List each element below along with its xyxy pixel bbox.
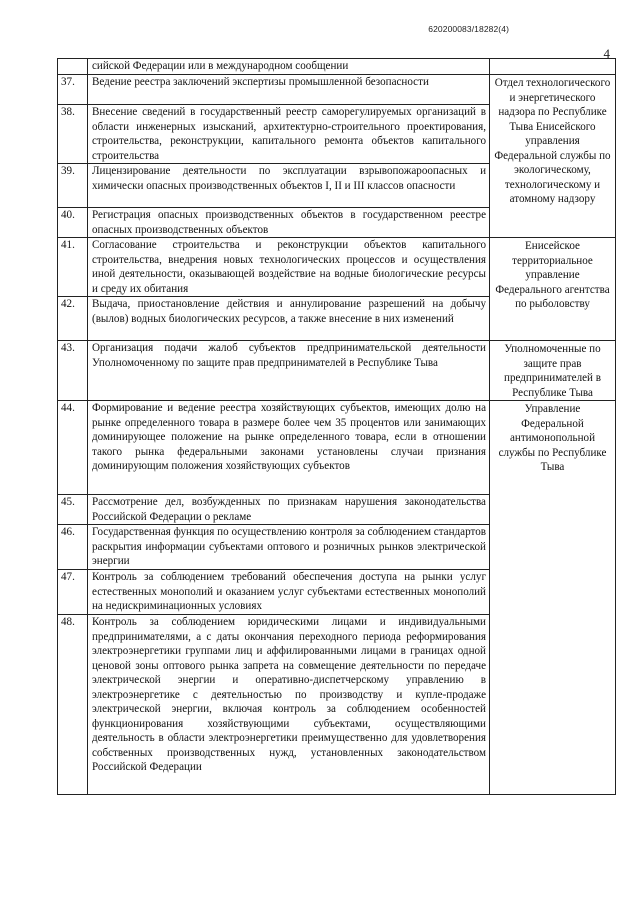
row-number: 40. (58, 208, 88, 238)
authority-fas: Управление Федеральной антимонопольной службы по Республике Тыва (490, 401, 616, 795)
row-description: Ведение реестра заключений экспертизы промышленной безопасности (88, 75, 490, 105)
functions-table (57, 58, 616, 795)
authority-rostekhnadzor: Отдел технологического и энергетического надзора по Республике Тыва Енисейского управления Федеральной службы по экологическому, технологическому и атомному надзору (490, 75, 616, 238)
table-row (58, 401, 616, 495)
row-description: Рассмотрение дел, возбужденных по признакам нарушения законодательства Российской Федерации о рекламе (88, 495, 490, 525)
row-description: Организация подачи жалоб субъектов предпринимательской деятельности Уполномоченному по защите прав предпринимателей в Республике Тыва (88, 341, 490, 401)
row-number: 38. (58, 105, 88, 164)
row-description: Контроль за соблюдением юридическими лицами и индивидуальными предпринимателями, а с даты окончания переходного периода реформирования электроэнергетики группами лиц и аффилированными лицами в границах одной ценовой зоны оптового рынка запрета на совмещение деятельности по передаче электрической энергии и оперативно-диспетчерскому управлению в электроэнергетике с деятельностью по производству и купле-продаже электрической энергии, включая контроль за соблюдением особенностей функционирования хозяйствующими субъектами, осуществляющими деятельность в области электроэнергетики преимущественно для удовлетворения собственных производственных нужд, установленных законодательством Российской Федерации (88, 615, 490, 795)
table-row (58, 238, 616, 297)
row-number: 42. (58, 297, 88, 341)
row-number: 37. (58, 75, 88, 105)
row-description: Регистрация опасных производственных объектов в государственном реестре опасных производственных объектов (88, 208, 490, 238)
row-number: 39. (58, 164, 88, 208)
table-row (58, 341, 616, 401)
row-description: Формирование и ведение реестра хозяйствующих субъектов, имеющих долю на рынке определенного товара в размере более чем 35 процентов или занимающих доминирующее положение на рынке определенного товара, если в отношении такого рынка федеральными законами установлены случаи признания доминирующим положения хозяйствующих субъектов (88, 401, 490, 495)
page-number: 4 (603, 46, 610, 61)
table-row (58, 75, 616, 105)
row-number: 48. (58, 615, 88, 795)
authority-cell-empty (490, 59, 616, 75)
row-description: Согласование строительства и реконструкции объектов капитального строительства, внедрения новых технологических процессов и осуществления иной деятельности, оказывающей воздействие на водные биологические ресурсы и среду их обитания (88, 238, 490, 297)
row-number: 44. (58, 401, 88, 495)
row-description: сийской Федерации или в международном сообщении (88, 59, 490, 75)
row-number: 43. (58, 341, 88, 401)
document-id: 620200083/18282(4) (428, 24, 509, 34)
row-description: Внесение сведений в государственный реестр саморегулируемых организаций в области инженерных изысканий, архитектурно-строительного проектирования, строительства, реконструкции, капитального ремонта объектов капитального строительства (88, 105, 490, 164)
row-number: 41. (58, 238, 88, 297)
row-number: 45. (58, 495, 88, 525)
row-number: 46. (58, 525, 88, 570)
authority-ombudsman: Уполномоченные по защите прав предпринимателей в Республике Тыва (490, 341, 616, 401)
row-number: 47. (58, 570, 88, 615)
table-row (58, 59, 616, 75)
row-description: Контроль за соблюдением требований обеспечения доступа на рынки услуг естественных монополий и оказанием услуг субъектами естественных монополий на недискриминационных условиях (88, 570, 490, 615)
authority-rosrybolovstvo: Енисейское территориальное управление Федерального агентства по рыболовству (490, 238, 616, 341)
row-number (58, 59, 88, 75)
row-description: Выдача, приостановление действия и аннулирование разрешений на добычу (вылов) водных биологических ресурсов, а также внесение в них изменений (88, 297, 490, 341)
row-description: Лицензирование деятельности по эксплуатации взрывопожароопасных и химически опасных производственных объектов I, II и III классов опасности (88, 164, 490, 208)
row-description: Государственная функция по осуществлению контроля за соблюдением стандартов раскрытия информации субъектами оптового и розничных рынков электрической энергии (88, 525, 490, 570)
